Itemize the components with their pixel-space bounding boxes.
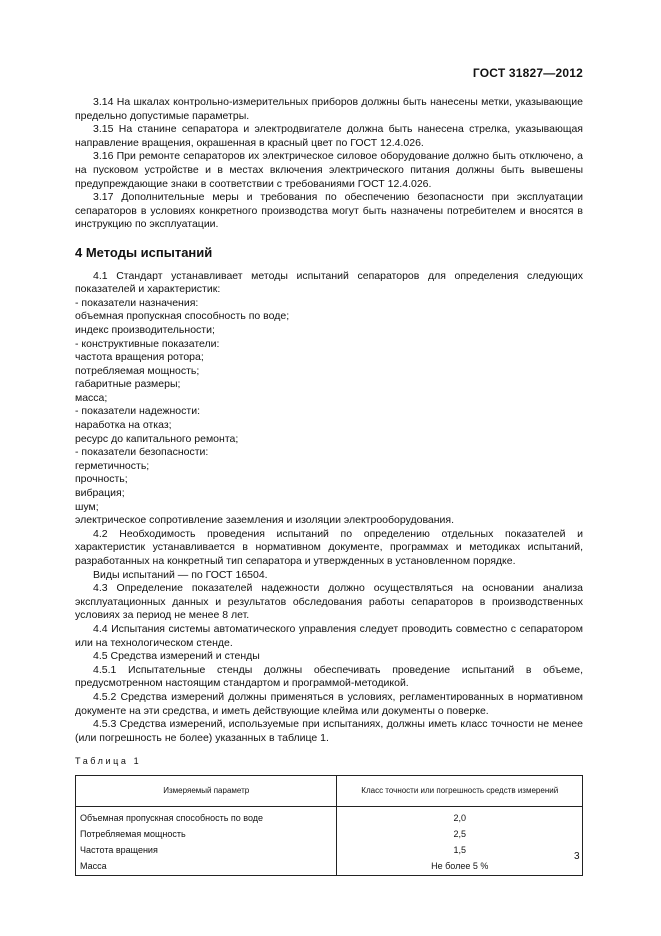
characteristics-list [75, 297, 583, 528]
measurement-table [75, 775, 583, 876]
list-item: частота вращения ротора; [75, 351, 204, 364]
section-heading: 4 Методы испытаний [75, 244, 213, 260]
list-item: объемная пропускная способность по воде; [75, 310, 290, 323]
table-cell: Потребляемая мощность [76, 827, 337, 843]
paragraph-4-5-3: 4.5.3 Средства измерений, используемые при испытаниях, должны иметь класс точности не менее (или погрешность не более) указанных в таблице 1. [75, 718, 583, 744]
table-row [76, 806, 583, 827]
table-cell: Частота вращения [76, 843, 337, 859]
list-item: - конструктивные показатели: [75, 337, 220, 350]
table-cell: Масса [76, 859, 337, 876]
column-header-accuracy: Класс точности или погрешность средств измерений [337, 775, 583, 806]
list-item: ресурс до капитального ремонта; [75, 432, 239, 445]
table-row [76, 859, 583, 876]
table-caption: Таблица 1 [75, 756, 142, 767]
document-body [75, 96, 583, 876]
list-item: - показатели назначения: [75, 296, 199, 309]
list-item: габаритные размеры; [75, 378, 181, 391]
list-item: герметичность; [75, 459, 150, 472]
table-row [76, 827, 583, 843]
paragraph-4-2: 4.2 Необходимость проведения испытаний по определению отдельных показателей и характеристик устанавливается в нормативном документе, программах и методиках испытаний, разработанных на конкретный тип сепаратора и утвержденных в установленном порядке. [75, 527, 583, 567]
table-cell: 2,5 [337, 827, 583, 843]
list-item: шум; [75, 500, 99, 513]
column-header-parameter: Измеряемый параметр [76, 775, 337, 806]
page-number: 3 [574, 851, 580, 862]
list-item: вибрация; [75, 487, 125, 500]
table-cell: Объемная пропускная способность по воде [76, 806, 337, 827]
list-item: прочность; [75, 473, 128, 486]
list-item: масса; [75, 391, 108, 404]
paragraph-3-17: 3.17 Дополнительные меры и требования по обеспечению безопасности при эксплуатации сепараторов в условиях конкретного производства могут быть назначены потребителем и вносятся в инструкцию по эксплуатации. [75, 191, 583, 231]
standard-header: ГОСТ 31827—2012 [472, 66, 583, 80]
paragraph-4-5: 4.5 Средства измерений и стенды [93, 650, 260, 663]
list-item: наработка на отказ; [75, 419, 172, 432]
paragraph-3-16: 3.16 При ремонте сепараторов их электрическое силовое оборудование должно быть отключено, а на пусковом устройстве и в местах включения электрического питания должны быть вывешены предупреждающие знаки в соответствии с требованиями ГОСТ 12.4.026. [75, 150, 583, 190]
list-item: - показатели надежности: [75, 405, 200, 418]
table-cell: Не более 5 % [337, 859, 583, 876]
paragraph-4-3: 4.3 Определение показателей надежности должно осуществляться на основании анализа эксплуатационных данных и результатов обследования работы сепараторов в производственных условиях за период не менее 8 лет. [75, 582, 583, 622]
table-cell: 2,0 [337, 806, 583, 827]
paragraph-4-5-1: 4.5.1 Испытательные стенды должны обеспечивать проведение испытаний в объеме, предусмотренном настоящим стандартом и программой-методикой. [75, 663, 583, 690]
paragraph-3-14: 3.14 На шкалах контрольно-измерительных приборов должны быть нанесены метки, указывающие предельно допустимые параметры. [75, 96, 583, 122]
list-item: потребляемая мощность; [75, 364, 200, 377]
list-item: индекс производительности; [75, 323, 215, 336]
paragraph-4-1: 4.1 Стандарт устанавливает методы испытаний сепараторов для определения следующих показателей и характеристик: [75, 269, 583, 296]
table-row [76, 843, 583, 859]
table-cell: 1,5 [337, 843, 583, 859]
paragraph-3-15: 3.15 На станине сепаратора и электродвигателе должна быть нанесена стрелка, указывающая направление вращения, окрашенная в красный цвет по ГОСТ 12.4.026. [75, 123, 583, 149]
list-item: электрическое сопротивление заземления и изоляции электрооборудования. [75, 514, 455, 527]
paragraph-4-5-2: 4.5.2 Средства измерений должны применяться в условиях, регламентированных в нормативном документе на эти средства, и иметь действующие клейма или документы о поверке. [75, 690, 583, 717]
table-header-row [76, 775, 583, 806]
paragraph-4-4: 4.4 Испытания системы автоматического управления следует проводить совместно с сепаратором или на технологическом стенде. [75, 622, 583, 649]
list-item: - показатели безопасности: [75, 446, 209, 459]
paragraph-test-types: Виды испытаний — по ГОСТ 16504. [93, 568, 268, 581]
